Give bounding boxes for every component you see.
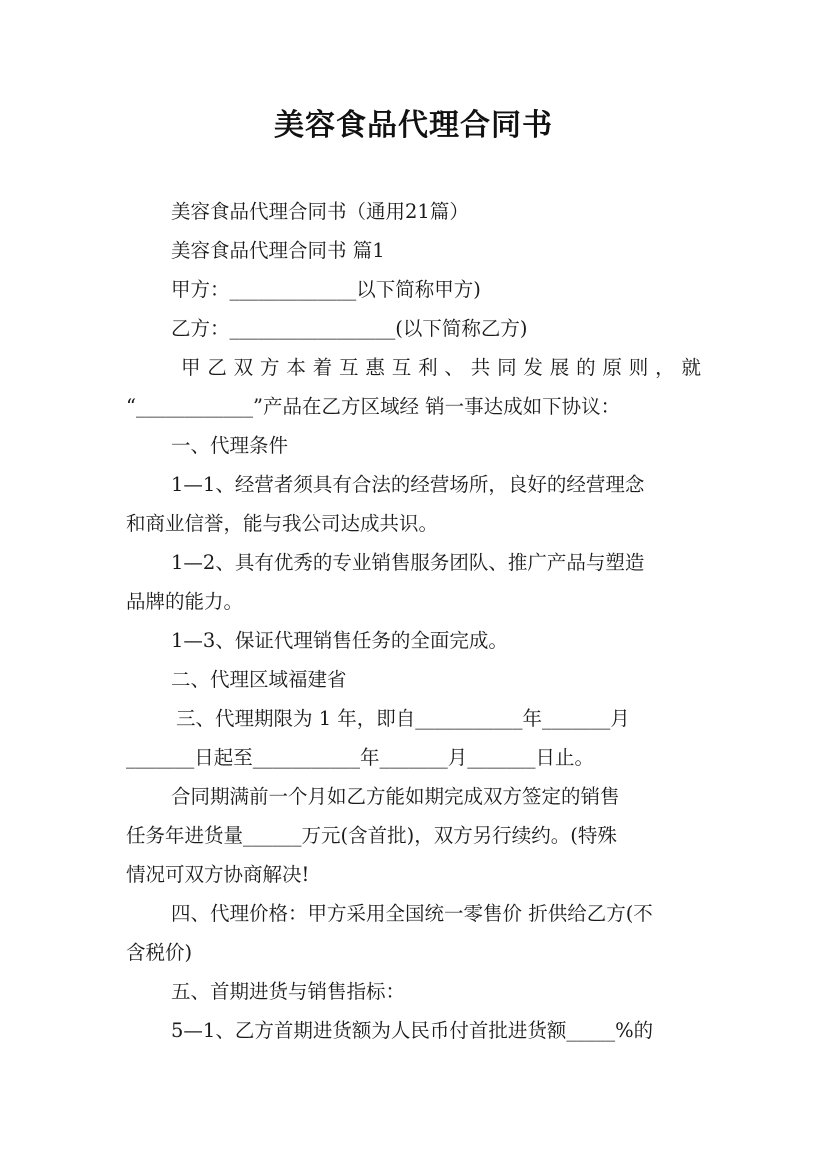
doc-line-section-2: 二、代理区域福建省 bbox=[171, 668, 347, 691]
doc-line-clause-1-1b: 和商业信誉，能与我公司达成共识。 bbox=[126, 512, 439, 535]
doc-line-section-4a: 四、代理价格：甲方采用全国统一零售价 折供给乙方(不 bbox=[171, 902, 653, 925]
doc-line-party-b: 乙方：_________________(以下简称乙方) bbox=[171, 317, 528, 340]
doc-line-section-5: 五、首期进货与销售指标： bbox=[171, 980, 406, 1003]
doc-line-renewal-1: 合同期满前一个月如乙方能如期完成双方签定的销售 bbox=[171, 785, 620, 808]
doc-line-heading: 美容食品代理合同书 篇1 bbox=[171, 239, 385, 262]
doc-line-renewal-2: 任务年进货量______万元(含首批)，双方另行续约。(特殊 bbox=[126, 824, 617, 847]
doc-line-clause-5-1: 5—1、乙方首期进货额为人民币付首批进货额_____%的 bbox=[171, 1019, 654, 1042]
doc-line-preamble-1: 甲乙双方本着互惠互利、共同发展的原则，就 bbox=[181, 356, 701, 379]
doc-line-section-3a: 三、代理期限为 1 年，即自___________年_______月 bbox=[176, 707, 630, 730]
doc-line-renewal-3: 情况可双方协商解决! bbox=[126, 863, 310, 886]
doc-line-section-4b: 含税价) bbox=[126, 941, 193, 964]
doc-line-subtitle: 美容食品代理合同书（通用21篇） bbox=[171, 200, 469, 223]
doc-line-section-3b: _______日起至___________年_______月_______日止。 bbox=[126, 746, 595, 769]
doc-line-party-a: 甲方：_____________以下简称甲方) bbox=[171, 278, 481, 301]
document-title: 美容食品代理合同书 bbox=[274, 108, 553, 143]
doc-line-clause-1-2b: 品牌的能力。 bbox=[126, 590, 244, 613]
doc-line-clause-1-1a: 1—1、经营者须具有合法的经营场所，良好的经营理念 bbox=[171, 473, 645, 496]
doc-line-preamble-2: “____________”产品在乙方区域经 销一事达成如下协议： bbox=[126, 395, 621, 418]
doc-line-clause-1-2a: 1—2、具有优秀的专业销售服务团队、推广产品与塑造 bbox=[171, 551, 645, 574]
doc-line-clause-1-3: 1—3、保证代理销售任务的全面完成。 bbox=[171, 629, 508, 652]
doc-line-section-1: 一、代理条件 bbox=[171, 434, 289, 457]
